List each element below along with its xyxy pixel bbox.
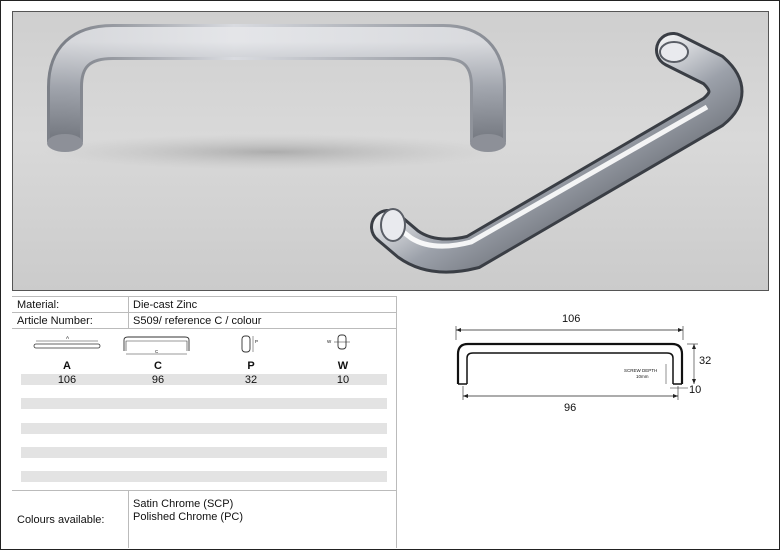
specification-table: [12, 296, 397, 548]
dimension-c-header: C: [154, 360, 162, 372]
dimension-a-header: A: [63, 360, 71, 372]
svg-text:W: W: [327, 339, 332, 344]
dimension-w-header: W: [337, 360, 349, 372]
centres-label: 96: [564, 402, 577, 414]
screw-depth-value: 10mm: [636, 374, 649, 379]
material-value: Die-cast Zinc: [133, 299, 198, 311]
shadow: [43, 134, 503, 170]
overall-length-label: 106: [562, 313, 581, 325]
empty-row-stripe: [21, 471, 387, 482]
empty-row-stripe: [21, 447, 387, 458]
empty-row-stripe: [21, 423, 387, 434]
dimension-c-icon: [124, 337, 189, 354]
dimension-p-value: 32: [244, 374, 258, 386]
width-label: 10: [689, 384, 702, 396]
polished-handle-foot: [381, 209, 405, 241]
colours-label: Colours available:: [17, 514, 105, 526]
technical-drawing: [440, 300, 770, 430]
empty-row-stripe: [21, 398, 387, 409]
dimension-p-icon: [242, 336, 258, 352]
material-label: Material:: [17, 299, 60, 311]
svg-text:P: P: [255, 339, 259, 344]
dimension-c-value: 96: [151, 374, 165, 386]
colour-option: Satin Chrome (SCP): [133, 498, 234, 510]
article-value: S509/ reference C / colour: [133, 315, 262, 327]
projection-label: 32: [699, 355, 712, 367]
polished-handle-foot: [660, 42, 688, 62]
dimension-w-value: 10: [336, 374, 350, 386]
svg-text:A: A: [66, 335, 70, 340]
screw-depth-label: SCREW DEPTH: [624, 368, 658, 373]
article-label: Article Number:: [17, 315, 93, 327]
handles-illustration: [13, 12, 768, 290]
satin-handle-foot: [47, 134, 83, 152]
dimension-icons: [12, 331, 396, 359]
colour-option: Polished Chrome (PC): [133, 511, 244, 523]
product-photo: [12, 11, 769, 291]
dimension-a-value: 106: [57, 374, 77, 386]
dimension-p-header: P: [247, 360, 255, 372]
dimension-a-icon: [34, 335, 100, 348]
svg-text:C: C: [155, 349, 159, 354]
handle-drawing: [440, 300, 770, 430]
dimension-w-icon: [327, 335, 350, 349]
satin-handle-foot: [470, 134, 506, 152]
